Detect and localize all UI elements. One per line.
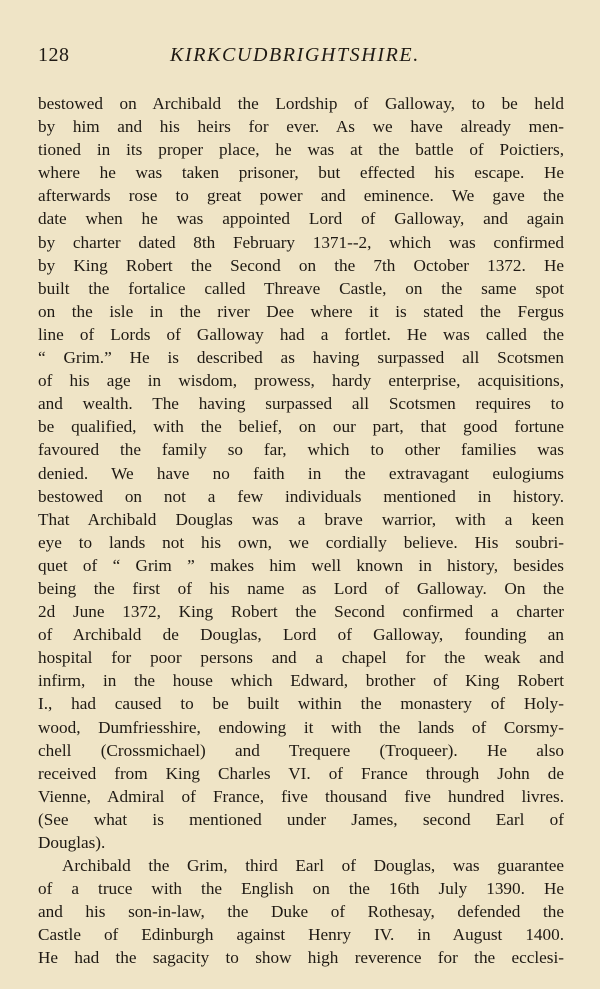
running-title: KIRKCUDBRIGHTSHIRE. — [170, 44, 420, 66]
text-line: on the isle in the river Dee where it is stated the Fergus — [38, 301, 564, 321]
text-line: Archibald the Grim, third Earl of Douglas, was guarantee — [62, 856, 564, 876]
text-line: and his son-in-law, the Duke of Rothesay, defended the — [38, 902, 564, 922]
text-line: bestowed on Archibald the Lordship of Galloway, to be held — [38, 94, 564, 113]
text-line: by charter dated 8th February 1371--2, which was confirmed — [38, 232, 564, 252]
text-line: of Archibald de Douglas, Lord of Galloway, founding an — [38, 625, 564, 645]
text-line: received from King Charles VI. of France through John de — [38, 763, 564, 783]
text-line: afterwards rose to great power and eminence. We gave the — [38, 186, 564, 206]
text-line: denied. We have no faith in the extravagant eulogiums — [38, 463, 564, 483]
text-line: by King Robert the Second on the 7th October 1372. He — [38, 255, 564, 275]
text-line: chell (Crossmichael) and Trequere (Troqueer). He also — [38, 740, 564, 760]
text-line: where he was taken prisoner, but effected his escape. He — [38, 163, 564, 183]
text-line: be qualified, with the belief, on our part, that good fortune — [38, 417, 564, 437]
body-text — [38, 92, 564, 970]
text-line: He had the sagacity to show high reverence for the ecclesi- — [38, 948, 564, 968]
text-line: date when he was appointed Lord of Galloway, and again — [38, 209, 564, 229]
text-line: That Archibald Douglas was a brave warrior, with a keen — [38, 509, 564, 529]
text-line: wood, Dumfriesshire, endowing it with the lands of Corsmy- — [38, 717, 564, 737]
text-line: 2d June 1372, King Robert the Second confirmed a charter — [38, 602, 564, 622]
text-line: quet of “ Grim ” makes him well known in history, besides — [38, 555, 564, 575]
page-number: 128 — [38, 44, 70, 66]
text-line: hospital for poor persons and a chapel for the weak and — [38, 648, 564, 668]
text-line: and wealth. The having surpassed all Scotsmen requires to — [38, 394, 564, 414]
text-line: Douglas). — [38, 833, 106, 852]
text-line: being the first of his name as Lord of Galloway. On the — [38, 578, 564, 598]
text-line: “ Grim.” He is described as having surpassed all Scotsmen — [38, 348, 564, 368]
text-line: bestowed on not a few individuals mentioned in history. — [38, 486, 564, 506]
text-line: Castle of Edinburgh against Henry IV. in August 1400. — [38, 925, 564, 945]
text-line: by him and his heirs for ever. As we have already men- — [38, 117, 564, 137]
text-line: infirm, in the house which Edward, brother of King Robert — [38, 671, 564, 691]
text-line: eye to lands not his own, we cordially believe. His soubri- — [38, 532, 564, 552]
text-line: Vienne, Admiral of France, five thousand five hundred livres. — [38, 786, 564, 806]
text-line: built the fortalice called Threave Castle, on the same spot — [38, 278, 564, 298]
text-line: favoured the family so far, which to other families was — [38, 440, 564, 460]
text-line: line of Lords of Galloway had a fortlet. He was called the — [38, 324, 564, 344]
page-header — [38, 44, 562, 72]
text-line: tioned in its proper place, he was at the battle of Poictiers, — [38, 140, 564, 160]
text-line: of a truce with the English on the 16th July 1390. He — [38, 879, 564, 899]
text-line: (See what is mentioned under James, second Earl of — [38, 809, 564, 829]
text-line: of his age in wisdom, prowess, hardy enterprise, acquisitions, — [38, 371, 564, 391]
text-line: I., had caused to be built within the monastery of Holy- — [38, 694, 564, 714]
